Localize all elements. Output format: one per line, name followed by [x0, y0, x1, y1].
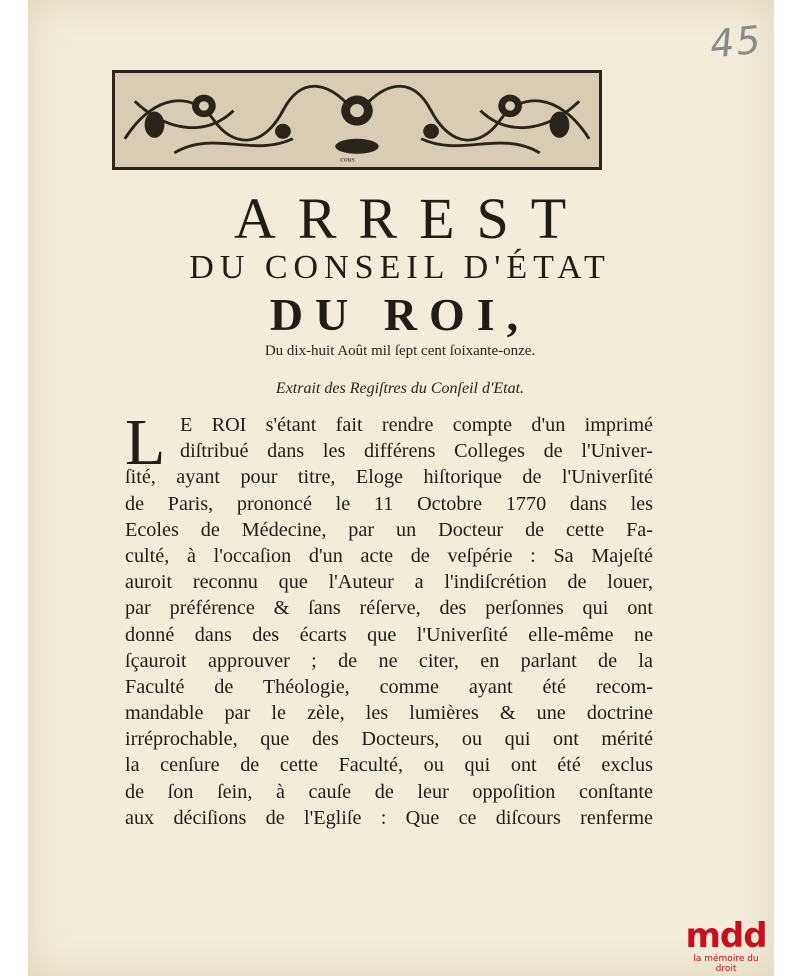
extract-line: Extrait des Regiſtres du Conſeil d'Etat. [275, 380, 525, 397]
body-line: mandable par le zèle, les lumières & une doctrine [125, 702, 653, 725]
body-line: donné dans des écarts que l'Univerſité elle-même ne [125, 623, 653, 646]
folio-number: 45 [707, 17, 765, 67]
decree-date: Du dix-huit Août mil ſept cent ſoixante-onze. [264, 343, 536, 359]
body-line: irréprochable, que des Docteurs, ou qui ont mérité [125, 728, 653, 751]
body-line: diſtribué dans les différens Colleges de l'Univer- [180, 440, 653, 463]
document-subtitle-2: DU ROI, [269, 289, 531, 340]
body-line: auroit reconnu que l'Auteur a l'indiſcrétion de louer, [125, 571, 653, 594]
body-text [125, 406, 653, 831]
body-line: Ecoles de Médecine, par un Docteur de cette Fa- [125, 518, 653, 541]
logo-mark: mdd [685, 916, 767, 956]
body-line: de ſon ſein, à cauſe de leur oppoſition conſtante [125, 780, 653, 803]
document-title: ARREST [233, 186, 589, 251]
body-line: culté, à l'occaſion d'un acte de veſpérie : Sa Majeſté [125, 544, 653, 567]
drop-cap: L [125, 406, 166, 479]
body-line: de Paris, prononcé le 11 Octobre 1770 dans les [125, 492, 653, 515]
body-line: aux déciſions de l'Egliſe : Que ce diſcours renferme [125, 806, 653, 829]
engraver-signature: cous [340, 154, 355, 164]
body-line: par préférence & ſans réſerve, des perſonnes qui ont [125, 597, 653, 620]
body-line: Faculté de Théologie, comme ayant été recom- [125, 675, 653, 698]
body-line: la cenſure de cette Faculté, ou qui ont été exclus [125, 754, 653, 777]
mdd-logo [684, 916, 768, 974]
body-line: ſité, ayant pour titre, Eloge hiſtorique de l'Univerſité [125, 466, 653, 489]
body-line: E ROI s'étant fait rendre compte d'un imprimé [180, 414, 653, 436]
body-line: ſçauroit approuver ; de ne citer, en parlant de la [125, 649, 653, 672]
headpiece-engraving [115, 73, 599, 167]
document-subtitle: DU CONSEIL D'ÉTAT [189, 249, 611, 286]
ornamental-headpiece [112, 70, 602, 170]
logo-tagline: la mémoire du droit [693, 954, 759, 974]
